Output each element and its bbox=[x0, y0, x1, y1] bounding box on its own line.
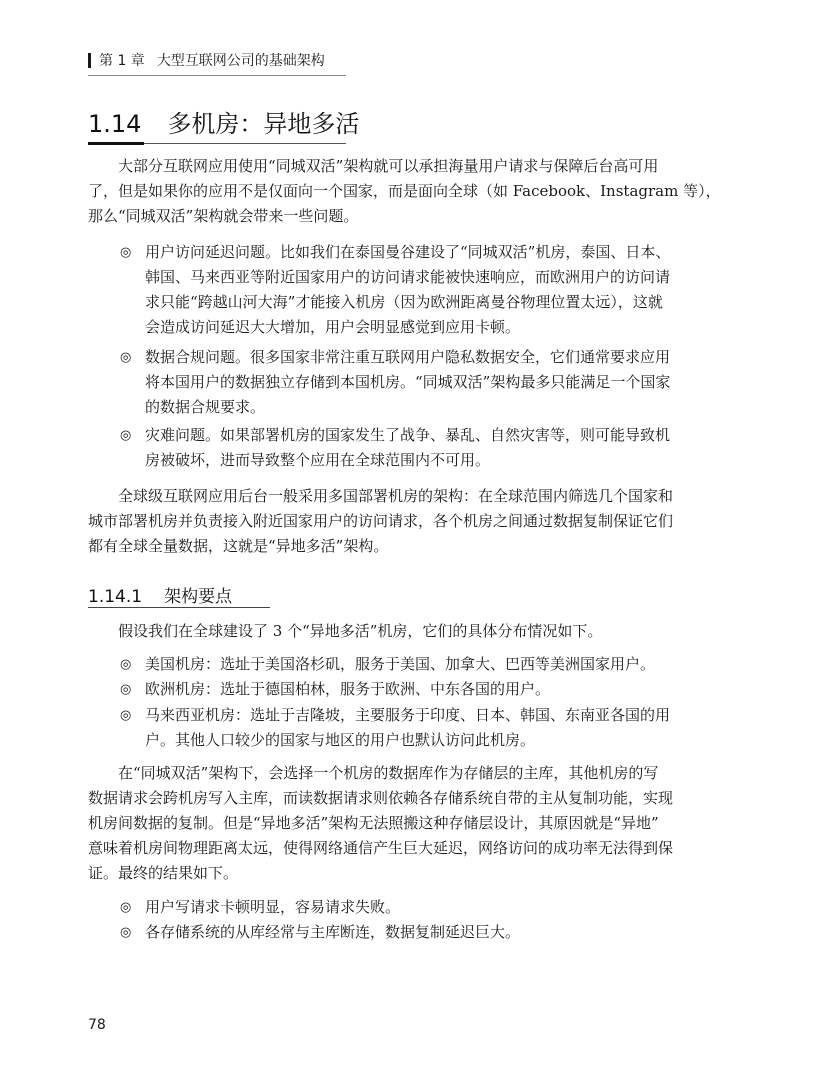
intro-paragraph bbox=[88, 154, 721, 229]
bullet-mark: ◎ bbox=[120, 245, 132, 260]
bullet-line: 灾难问题。如果部署机房的国家发生了战争、暴乱、自然灾害等，则可能导致机 bbox=[145, 426, 671, 444]
bullet-line: 欧洲机房：选址于德国柏林，服务于欧洲、中东各国的用户。 bbox=[145, 680, 551, 698]
bullet-line: 会造成访问延迟大大增加，用户会明显感觉到应用卡顿。 bbox=[145, 318, 521, 336]
bullet-line: 数据合规问题。很多国家非常注重互联网用户隐私数据安全，它们通常要求应用 bbox=[145, 348, 671, 366]
paragraph-line: 大部分互联网应用使用“同城双活”架构就可以承担海量用户请求与保障后台高可用 bbox=[118, 157, 659, 175]
storage-paragraph bbox=[88, 761, 673, 886]
section-heading bbox=[88, 104, 359, 139]
bullet-line: 用户访问延迟问题。比如我们在泰国曼谷建设了“同城双活”机房，泰国、日本、 bbox=[145, 243, 671, 261]
subsection-heading bbox=[88, 582, 232, 607]
paragraph-line: 机房间数据的复制。但是“异地多活”架构无法照搬这种存储层设计，其原因就是“异地” bbox=[88, 814, 659, 832]
paragraph-line: 都有全球全量数据，这就是“异地多活”架构。 bbox=[88, 537, 389, 555]
header-bar bbox=[88, 53, 91, 68]
subsection-number: 1.14.1 bbox=[88, 587, 143, 607]
assume-paragraph bbox=[118, 619, 602, 644]
paragraph-line: 在“同城双活”架构下，会选择一个机房的数据库作为存储层的主库，其他机房的写 bbox=[118, 764, 659, 782]
bullet-line: 求只能“跨越山河大海”才能接入机房（因为欧洲距离曼谷物理位置太远），这就 bbox=[145, 293, 663, 311]
bullet-line: 户。其他人口较少的国家与地区的用户也默认访问此机房。 bbox=[145, 731, 536, 749]
bullet-line: 用户写请求卡顿明显，容易请求失败。 bbox=[145, 898, 401, 916]
paragraph-line: 全球级互联网应用后台一般采用多国部署机房的架构：在全球范围内筛选几个国家和 bbox=[118, 487, 674, 505]
subsection-rule bbox=[88, 607, 270, 608]
bullet-mark: ◎ bbox=[120, 682, 132, 697]
bullet-line: 的数据合规要求。 bbox=[145, 398, 266, 416]
bullet-line: 各存储系统的从库经常与主库断连，数据复制延迟巨大。 bbox=[145, 923, 521, 941]
section-number: 1.14 bbox=[88, 110, 142, 138]
paragraph-line: 城市部署机房并负责接入附近国家用户的访问请求，各个机房之间通过数据复制保证它们 bbox=[88, 512, 674, 530]
bullet-line: 韩国、马来西亚等附近国家用户的访问请求能被快速响应，而欧洲用户的访问请 bbox=[145, 268, 671, 286]
page-number: 78 bbox=[88, 1017, 106, 1033]
bullet-line: 房被破坏，进而导致整个应用在全球范围内不可用。 bbox=[145, 451, 491, 469]
bullet-mark: ◎ bbox=[120, 925, 132, 940]
paragraph-line: 证。最终的结果如下。 bbox=[88, 864, 239, 882]
section-rule-thin bbox=[144, 143, 346, 144]
paragraph-line: 数据请求会跨机房写入主库，而读数据请求则依赖各存储系统自带的主从复制功能，实现 bbox=[88, 789, 674, 807]
bullet-mark: ◎ bbox=[120, 350, 132, 365]
global-paragraph bbox=[88, 484, 673, 559]
bullet-mark: ◎ bbox=[120, 708, 132, 723]
section-rule-thick bbox=[88, 142, 144, 145]
paragraph-line: 了，但是如果你的应用不是仅面向一个国家，而是面向全球（如 Facebook、Instagram 等）， bbox=[88, 182, 721, 200]
paragraph-line: 那么“同城双活”架构就会带来一些问题。 bbox=[88, 207, 359, 225]
section-title: 多机房：异地多活 bbox=[167, 110, 360, 138]
subsection-title: 架构要点 bbox=[164, 587, 233, 607]
bullet-line: 马来西亚机房：选址于吉隆坡，主要服务于印度、日本、韩国、东南亚各国的用 bbox=[145, 706, 671, 724]
header-title: 大型互联网公司的基础架构 bbox=[156, 53, 325, 69]
bullet-mark: ◎ bbox=[120, 428, 132, 443]
paragraph-line: 假设我们在全球建设了 3 个“异地多活”机房，它们的具体分布情况如下。 bbox=[118, 622, 603, 640]
paragraph-line: 意味着机房间物理距离太远，使得网络通信产生巨大延迟，网络访问的成功率无法得到保 bbox=[88, 839, 674, 857]
bullet-line: 美国机房：选址于美国洛杉矶，服务于美国、加拿大、巴西等美洲国家用户。 bbox=[145, 655, 656, 673]
header-rule bbox=[88, 75, 346, 76]
bullet-mark: ◎ bbox=[120, 900, 132, 915]
bullet-line: 将本国用户的数据独立存储到本国机房。“同城双活”架构最多只能满足一个国家 bbox=[145, 373, 671, 391]
running-header bbox=[88, 50, 325, 70]
header-chapter: 第 1 章 bbox=[99, 53, 145, 69]
bullet-mark: ◎ bbox=[120, 657, 132, 672]
